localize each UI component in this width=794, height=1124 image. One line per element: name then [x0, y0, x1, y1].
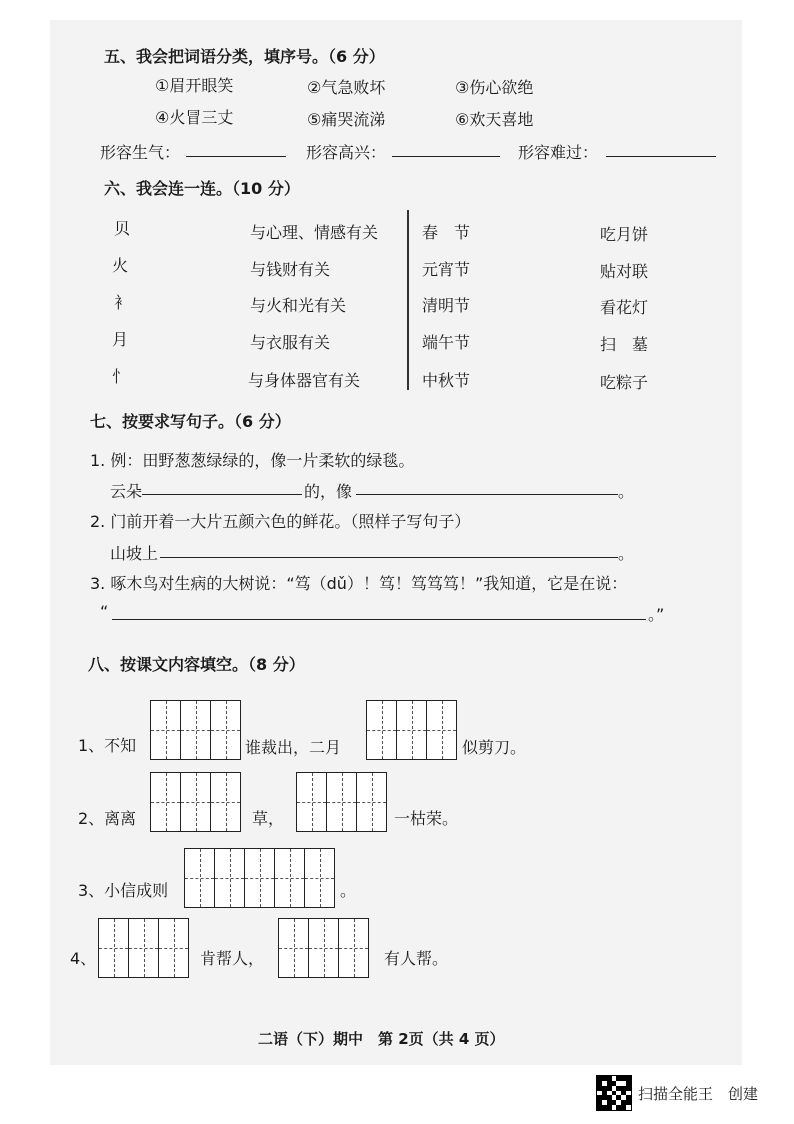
radical-yue: 月: [112, 330, 129, 349]
radical-xin: 忄: [112, 367, 129, 386]
section-6-title: 六、我会连一连。（10 分）: [104, 179, 300, 198]
q2-blank[interactable]: [160, 543, 618, 558]
meaning-2: 与钱财有关: [250, 260, 331, 279]
scanner-watermark: 扫描全能王 创建: [638, 1085, 759, 1103]
q1-mid: 的，像: [304, 482, 353, 501]
meaning-4: 与衣服有关: [250, 333, 331, 352]
poem-1-box-2[interactable]: [366, 700, 457, 760]
option-2: ②气急败坏: [307, 78, 386, 97]
option-1: ①眉开眼笑: [155, 76, 234, 95]
option-3: ③伤心欲绝: [455, 78, 534, 97]
radical-yi: 衤: [114, 293, 131, 312]
poem-2-part-3: 一枯荣。: [394, 809, 459, 828]
q2-prefix: 山坡上: [110, 544, 159, 563]
page-footer: 二语（下）期中 第 2页（共 4 页）: [258, 1030, 505, 1048]
blank-angry-label: 形容生气：: [100, 143, 181, 162]
custom-4: 扫 墓: [600, 335, 649, 354]
festival-3: 清明节: [422, 296, 471, 315]
blank-happy-label: 形容高兴：: [306, 143, 387, 162]
poem-3-box-1[interactable]: [184, 848, 275, 908]
blank-angry-line[interactable]: [186, 142, 286, 157]
section-7-title: 七、按要求写句子。（6 分）: [90, 412, 291, 431]
poem-3-box-2[interactable]: [274, 848, 335, 908]
poem-2-part-2: 草，: [252, 809, 285, 828]
radical-bei: 贝: [114, 219, 131, 238]
poem-4-part-2: 肯帮人，: [200, 949, 265, 968]
q2-end: 。: [618, 544, 635, 563]
option-5: ⑤痛哭流涕: [307, 110, 386, 129]
festival-5: 中秋节: [422, 371, 471, 390]
matching-divider: [407, 210, 409, 390]
poem-1-part-2: 谁裁出，二月: [245, 738, 342, 757]
meaning-5: 与身体器官有关: [248, 371, 361, 390]
q3-text: 3. 啄木鸟对生病的大树说：“笃（dǔ）！笃！笃笃笃！”我知道，它是在说：: [90, 574, 628, 593]
q1-blank-1[interactable]: [142, 480, 302, 495]
q3-blank[interactable]: [112, 605, 646, 620]
meaning-1: 与心理、情感有关: [250, 223, 379, 242]
section-8-title: 八、按课文内容填空。（8 分）: [88, 655, 305, 674]
poem-3-part-2: 。: [340, 881, 357, 900]
poem-3-part-1: 3、小信成则: [78, 881, 169, 900]
q2-text: 2. 门前开着一大片五颜六色的鲜花。（照样子写句子）: [90, 512, 471, 531]
custom-5: 吃粽子: [600, 373, 649, 392]
festival-2: 元宵节: [422, 260, 471, 279]
festival-4: 端午节: [422, 333, 471, 352]
poem-1-part-3: 似剪刀。: [462, 738, 527, 757]
q1-prefix: 云朵: [110, 482, 143, 501]
radical-huo: 火: [112, 256, 129, 275]
poem-2-box-2[interactable]: [296, 772, 387, 832]
poem-4-box-2[interactable]: [278, 918, 369, 978]
q3-open-quote: “: [100, 602, 109, 621]
poem-1-box-1[interactable]: [150, 700, 241, 760]
poem-2-box-1[interactable]: [150, 772, 241, 832]
q1-blank-2[interactable]: [356, 480, 618, 495]
blank-sad-line[interactable]: [606, 142, 716, 157]
q3-close: 。”: [648, 605, 665, 624]
blank-happy-line[interactable]: [392, 142, 500, 157]
poem-1-part-1: 1、不知: [78, 736, 137, 755]
custom-2: 贴对联: [600, 262, 649, 281]
blank-sad-label: 形容难过：: [518, 143, 599, 162]
custom-1: 吃月饼: [600, 225, 649, 244]
option-4: ④火冒三丈: [155, 108, 234, 127]
q1-end: 。: [618, 482, 635, 501]
meaning-3: 与火和光有关: [250, 296, 347, 315]
option-6: ⑥欢天喜地: [455, 110, 534, 129]
poem-4-part-1: 4、: [70, 949, 97, 968]
custom-3: 看花灯: [600, 298, 649, 317]
festival-1: 春 节: [422, 223, 471, 242]
q1-example: 1. 例：田野葱葱绿绿的，像一片柔软的绿毯。: [90, 451, 415, 470]
poem-4-box-1[interactable]: [98, 918, 189, 978]
qr-code-icon: [596, 1075, 632, 1111]
section-5-title: 五、我会把词语分类，填序号。（6 分）: [104, 47, 385, 66]
poem-4-part-3: 有人帮。: [384, 949, 449, 968]
poem-2-part-1: 2、离离: [78, 809, 137, 828]
